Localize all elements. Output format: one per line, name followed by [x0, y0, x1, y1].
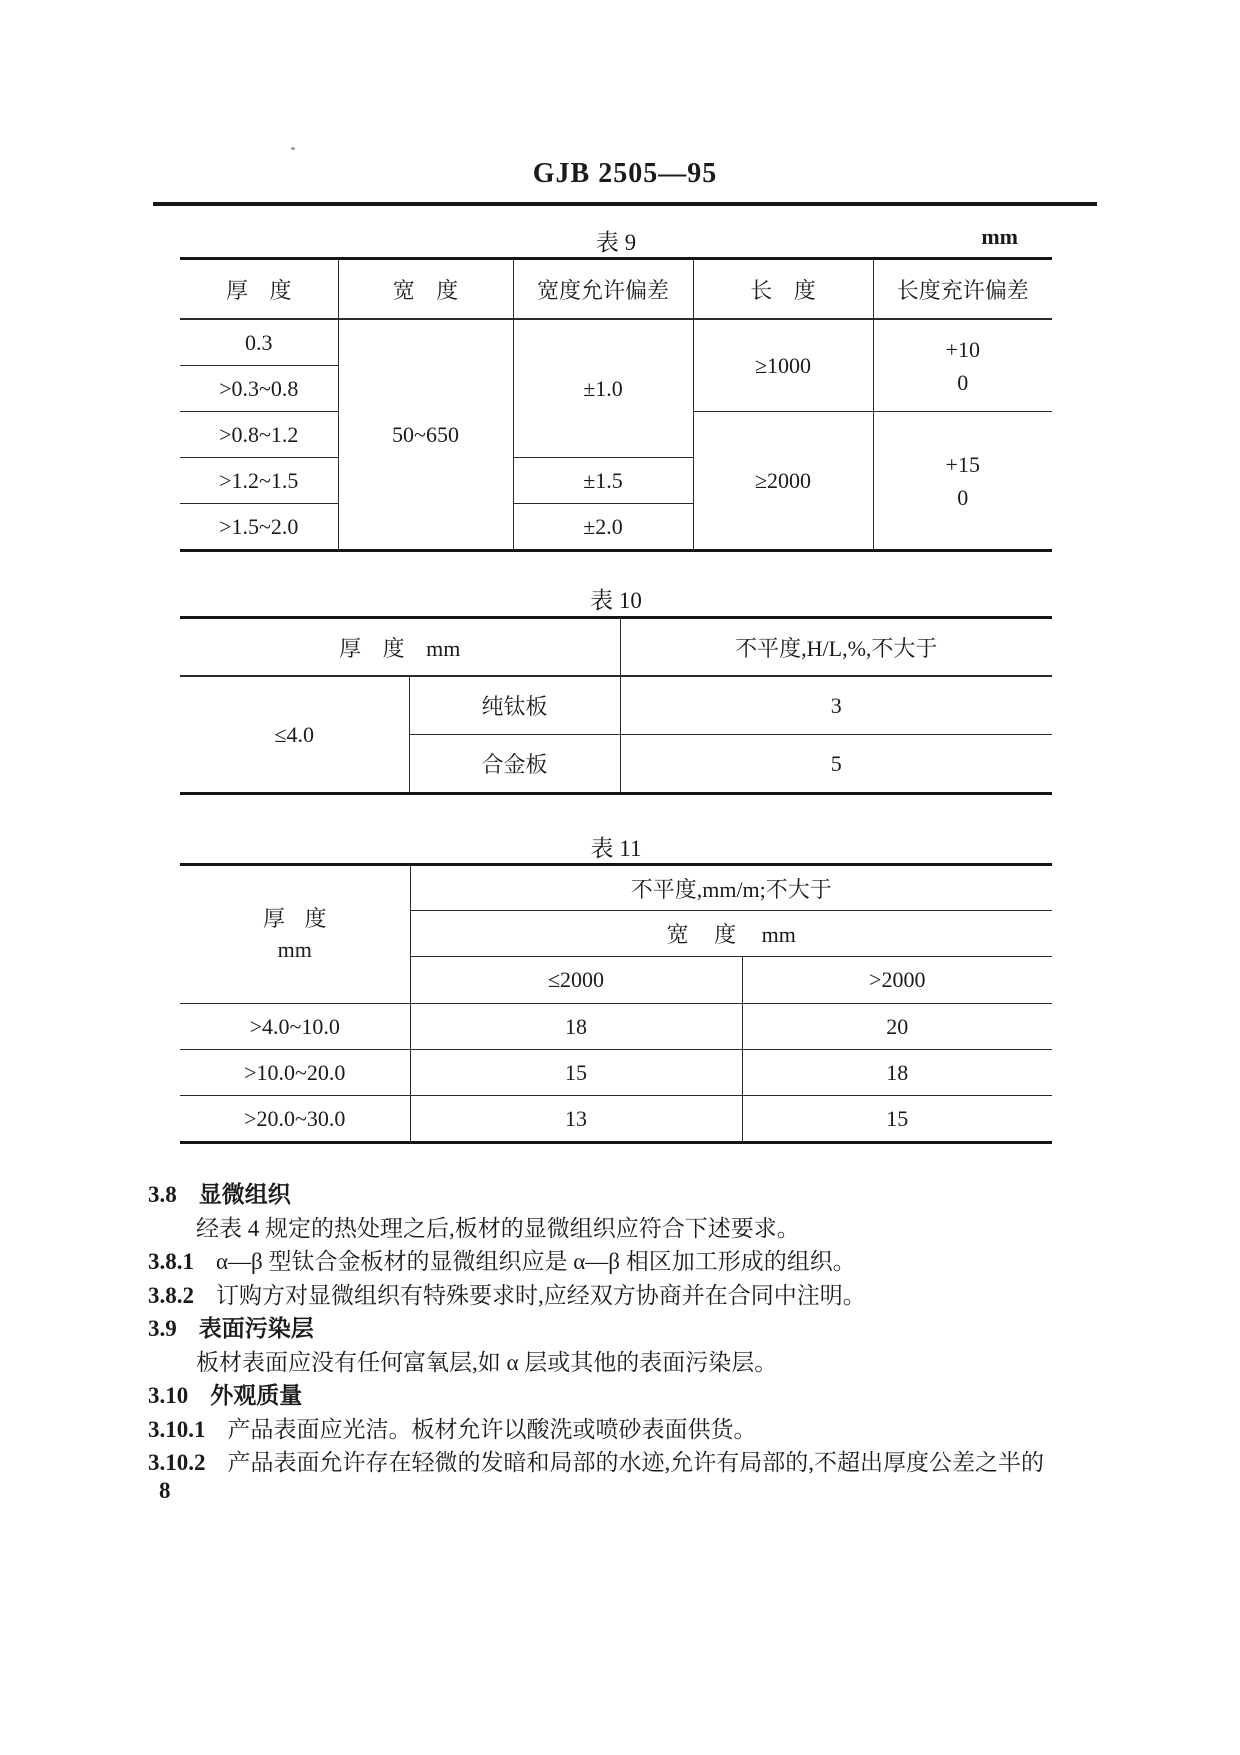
scan-artifact-dot: [291, 147, 295, 150]
table10-kind-2: 合金板: [409, 735, 620, 794]
table-row: [180, 676, 1052, 735]
table9-thickness-3: >0.8~1.2: [180, 412, 338, 458]
body-text: [148, 1178, 1093, 1480]
section-number: 3.8.1: [148, 1249, 194, 1274]
table11-v1-3: 13: [410, 1096, 742, 1143]
table11-width-col-2: >2000: [742, 957, 1052, 1004]
table9-header-length-dev: 长度充许偏差: [873, 259, 1052, 320]
section-3-8-heading: [148, 1178, 1093, 1212]
table10-caption: 表 10: [590, 588, 642, 613]
table11-v1-2: 15: [410, 1050, 742, 1096]
length-dev-zero: 0: [957, 484, 969, 510]
table10-thickness-value: ≤4.0: [180, 676, 409, 794]
table9-header-row: [180, 259, 1052, 320]
table11-header-width: 宽 度 mm: [410, 911, 1052, 957]
table11-header-thickness: [180, 865, 410, 1004]
table10-kind-1: 纯钛板: [409, 676, 620, 735]
section-number: 3.10: [148, 1383, 189, 1408]
section-number: 3.8: [148, 1182, 177, 1207]
table11-v1-1: 18: [410, 1004, 742, 1050]
section-3-8-1: [148, 1245, 1093, 1279]
section-number: 3.10.2: [148, 1450, 206, 1475]
table11-v2-1: 20: [742, 1004, 1052, 1050]
table10-header-row: [180, 618, 1052, 677]
table11-thickness-1: >4.0~10.0: [180, 1004, 410, 1050]
table9-length-dev-1: [873, 319, 1052, 412]
section-text: 产品表面允许存在轻微的发暗和局部的水迹,允许有局部的,不超出厚度公差之半的: [227, 1450, 1044, 1475]
table11-v2-2: 18: [742, 1050, 1052, 1096]
table-10: [180, 616, 1052, 795]
table9-header-length: 长 度: [693, 259, 873, 320]
table-row: [180, 1004, 1052, 1050]
length-dev-zero: 0: [957, 369, 969, 395]
table-row: [180, 1096, 1052, 1143]
section-number: 3.9: [148, 1316, 177, 1341]
section-text: α—β 型钛合金板材的显微组织应是 α—β 相区加工形成的组织。: [216, 1249, 856, 1274]
table-row: [180, 319, 1052, 366]
section-title: 表面污染层: [198, 1316, 314, 1341]
section-3-10-heading: [148, 1379, 1093, 1413]
table-row: [180, 1050, 1052, 1096]
table9-thickness-1: 0.3: [180, 319, 338, 366]
table9-length-2: ≥2000: [693, 412, 873, 551]
table11-v2-3: 15: [742, 1096, 1052, 1143]
table11-width-col-1: ≤2000: [410, 957, 742, 1004]
table11-thickness-2: >10.0~20.0: [180, 1050, 410, 1096]
table11-caption: 表 11: [590, 836, 642, 861]
section-3-8-2: [148, 1279, 1093, 1313]
header-rule: [153, 202, 1097, 206]
table9-length-1: ≥1000: [693, 319, 873, 412]
section-title: 显微组织: [198, 1182, 291, 1207]
table10-header-thickness: 厚 度 mm: [180, 618, 620, 677]
table11-header-row-1: [180, 865, 1052, 911]
thickness-unit: mm: [277, 936, 312, 962]
table9-thickness-5: >1.5~2.0: [180, 504, 338, 551]
table11-thickness-3: >20.0~30.0: [180, 1096, 410, 1143]
table9-caption: 表 9: [595, 230, 637, 255]
section-3-10-2: [148, 1446, 1093, 1480]
table9-width-dev-3: ±2.0: [513, 504, 693, 551]
table9-thickness-2: >0.3~0.8: [180, 366, 338, 412]
table9-unit-label: mm: [981, 224, 1018, 249]
table9-width-dev-1: ±1.0: [513, 319, 693, 458]
table11-header-flatness: 不平度,mm/m;不大于: [410, 865, 1052, 911]
table-11: [180, 863, 1052, 1144]
table10-value-2: 5: [620, 735, 1052, 794]
table9-width-dev-2: ±1.5: [513, 458, 693, 504]
section-number: 3.8.2: [148, 1282, 194, 1308]
table9-caption-row: [180, 224, 1052, 257]
table10-header-flatness: 不平度,H/L,%,不大于: [620, 618, 1052, 677]
page-number: 8: [159, 1478, 171, 1503]
section-text: 订购方对显微组织有特殊要求时,应经双方协商并在合同中注明。: [216, 1282, 866, 1308]
table10-value-1: 3: [620, 676, 1052, 735]
section-title: 外观质量: [210, 1383, 303, 1408]
section-3-10-1: [148, 1413, 1093, 1447]
table9-header-width-dev: 宽度允许偏差: [513, 259, 693, 320]
section-3-8-body: 经表 4 规定的热处理之后,板材的显微组织应符合下述要求。: [196, 1215, 800, 1241]
table9-width-value: 50~650: [338, 319, 513, 551]
table-9: [180, 257, 1052, 552]
section-3-9-body: 板材表面应没有任何富氧层,如 α 层或其他的表面污染层。: [196, 1349, 778, 1375]
section-text: 产品表面应光洁。板材允许以酸洗或喷砂表面供货。: [227, 1416, 757, 1442]
length-dev-plus: +10: [945, 336, 980, 362]
table9-length-dev-2: [873, 412, 1052, 551]
doc-code-header: GJB 2505—95: [532, 158, 718, 189]
table9-header-thickness: 厚 度: [180, 259, 338, 320]
section-3-9-heading: [148, 1312, 1093, 1346]
table9-header-width: 宽 度: [338, 259, 513, 320]
thickness-label: 厚 度: [262, 905, 327, 931]
length-dev-plus: +15: [945, 451, 980, 477]
section-number: 3.10.1: [148, 1416, 206, 1442]
table9-thickness-4: >1.2~1.5: [180, 458, 338, 504]
